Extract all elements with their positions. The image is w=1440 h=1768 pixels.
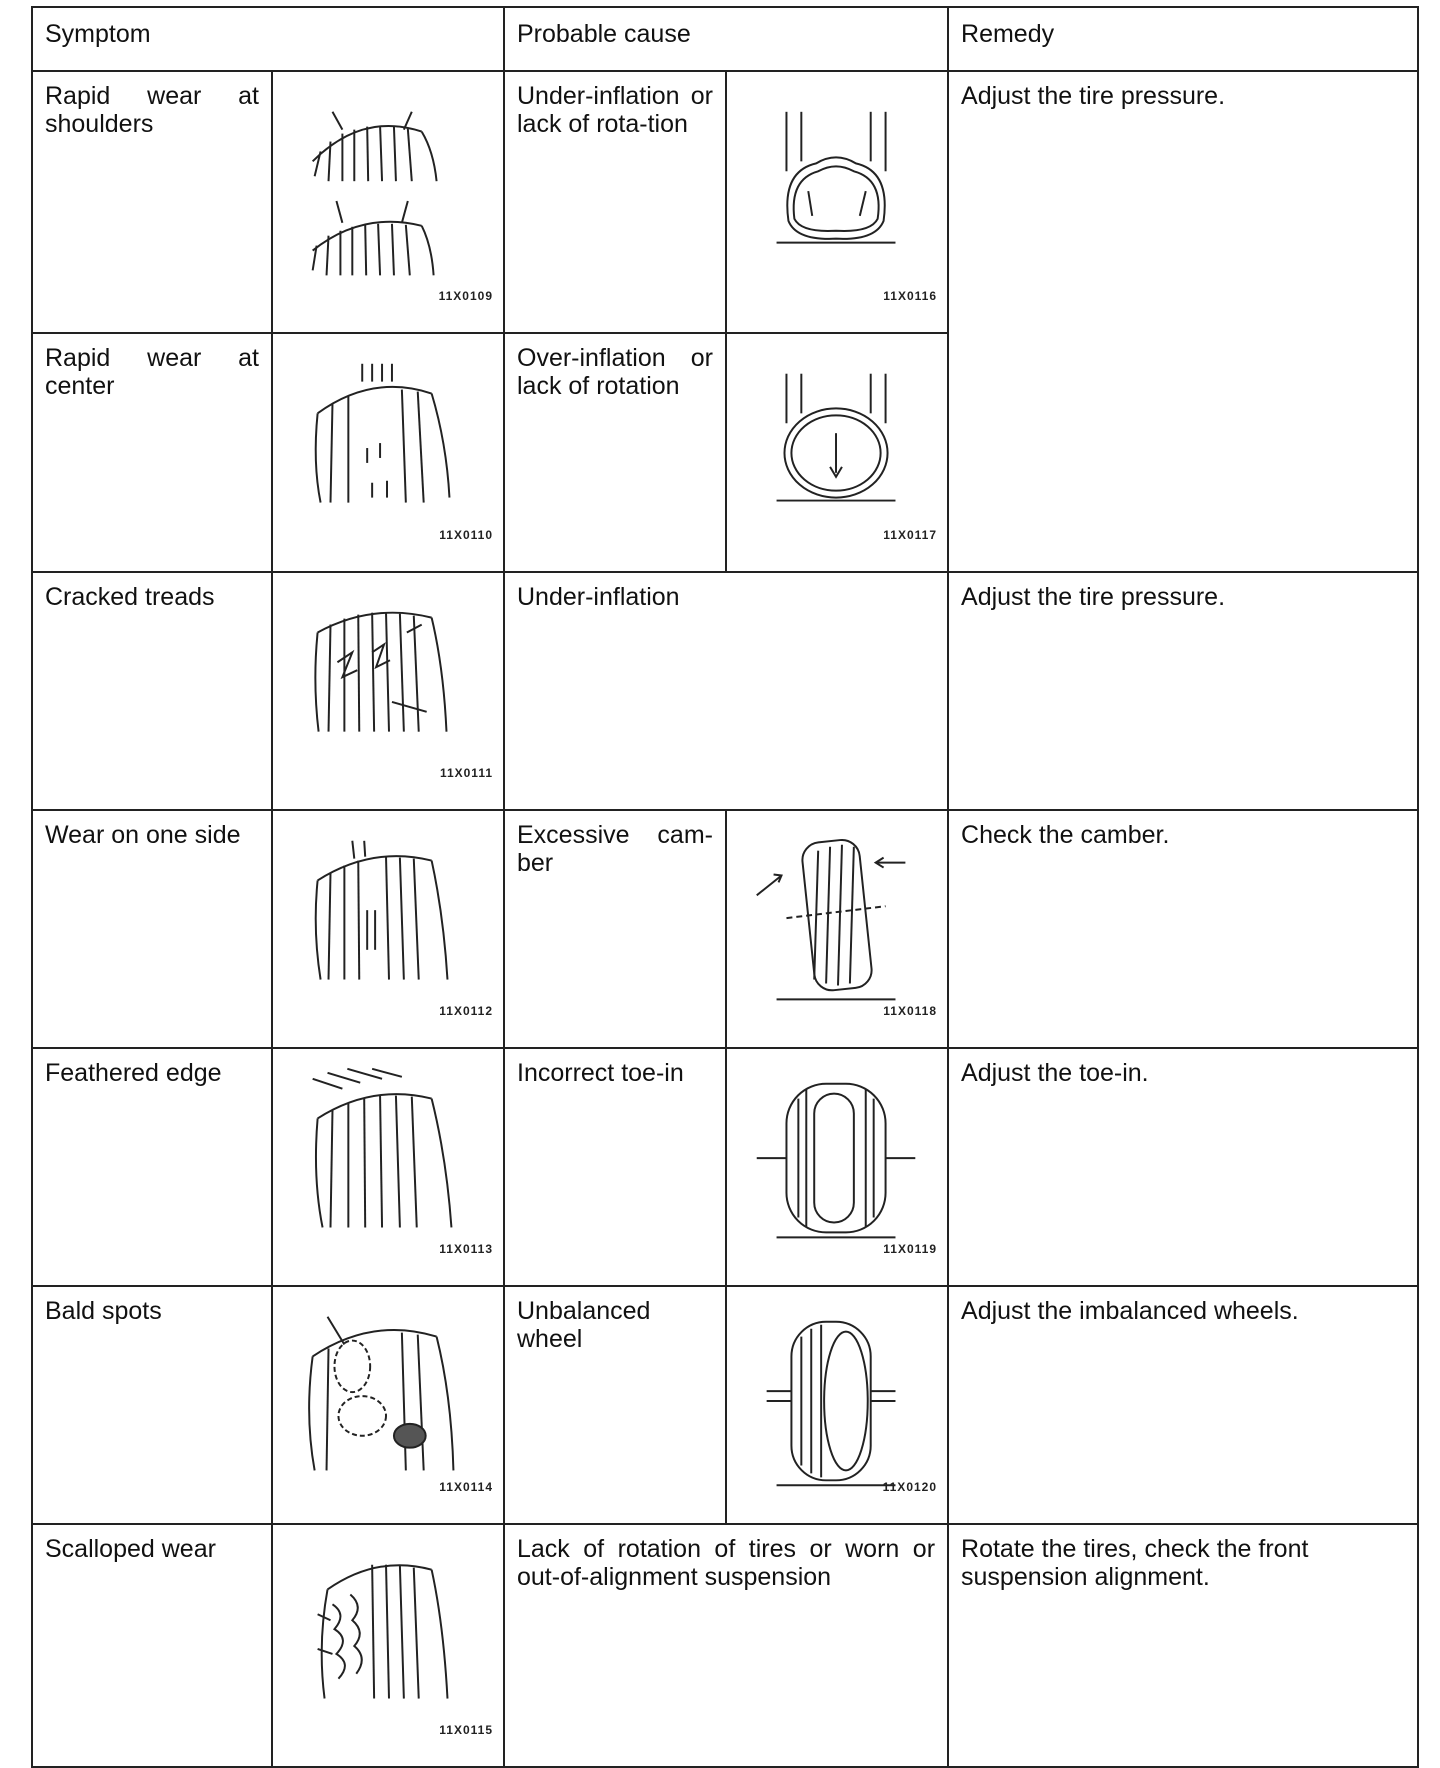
symptom-text: Rapid wear at center (32, 333, 272, 572)
remedy-text: Adjust the toe-in. (948, 1048, 1418, 1286)
figure-code: 11X0120 (882, 1480, 938, 1494)
symptom-figure (272, 333, 504, 572)
figure-code: 11X0117 (883, 528, 938, 542)
table-row (32, 572, 1418, 810)
figure-code: 11X0114 (439, 1480, 493, 1494)
cause-text: Unbalanced wheel (504, 1286, 726, 1524)
header-remedy: Remedy (948, 7, 1418, 71)
symptom-text: Bald spots (32, 1286, 272, 1524)
figure-code: 11X0118 (883, 1004, 938, 1018)
table-row (32, 1524, 1418, 1767)
figure-code: 11X0113 (439, 1242, 493, 1256)
symptom-text: Rapid wear at shoulders (32, 71, 272, 333)
figure-code: 11X0119 (883, 1242, 938, 1256)
table-row (32, 1286, 1418, 1524)
symptom-figure (272, 572, 504, 810)
cause-text: Lack of rotation of tires or worn or out-of-alignment suspension (504, 1524, 948, 1767)
table-row (32, 1048, 1418, 1286)
symptom-text: Feathered edge (32, 1048, 272, 1286)
symptom-figure (272, 71, 504, 333)
tire-wear-table-sheet (31, 6, 1417, 1754)
symptom-text: Wear on one side (32, 810, 272, 1048)
cause-text: Under-inflation or lack of rota-tion (504, 71, 726, 333)
header-symptom: Symptom (32, 7, 504, 71)
remedy-text: Check the camber. (948, 810, 1418, 1048)
symptom-figure (272, 810, 504, 1048)
symptom-figure (272, 1286, 504, 1524)
symptom-figure (272, 1048, 504, 1286)
cause-figure (726, 810, 948, 1048)
symptom-text: Cracked treads (32, 572, 272, 810)
table-row (32, 71, 1418, 333)
remedy-text: Adjust the tire pressure. (948, 71, 1418, 572)
figure-code: 11X0116 (883, 289, 938, 303)
cause-figure (726, 1048, 948, 1286)
cause-figure (726, 333, 948, 572)
symptom-figure (272, 1524, 504, 1767)
figure-code: 11X0110 (439, 528, 493, 542)
remedy-text: Adjust the tire pressure. (948, 572, 1418, 810)
cause-text: Excessive cam-ber (504, 810, 726, 1048)
cause-figure (726, 1286, 948, 1524)
cause-text: Under-inflation (504, 572, 948, 810)
header-cause: Probable cause (504, 7, 948, 71)
remedy-text: Rotate the tires, check the front suspension alignment. (948, 1524, 1418, 1767)
cause-text: Incorrect toe-in (504, 1048, 726, 1286)
table-header-row (32, 7, 1418, 71)
symptom-text: Scalloped wear (32, 1524, 272, 1767)
cause-figure (726, 71, 948, 333)
cause-text: Over-inflation or lack of rotation (504, 333, 726, 572)
figure-code: 11X0112 (439, 1004, 493, 1018)
tire-wear-table (31, 6, 1419, 1768)
figure-code: 11X0111 (439, 766, 493, 780)
figure-code: 11X0115 (439, 1723, 493, 1737)
remedy-text: Adjust the imbalanced wheels. (948, 1286, 1418, 1524)
table-row (32, 810, 1418, 1048)
figure-code: 11X0109 (438, 289, 493, 303)
